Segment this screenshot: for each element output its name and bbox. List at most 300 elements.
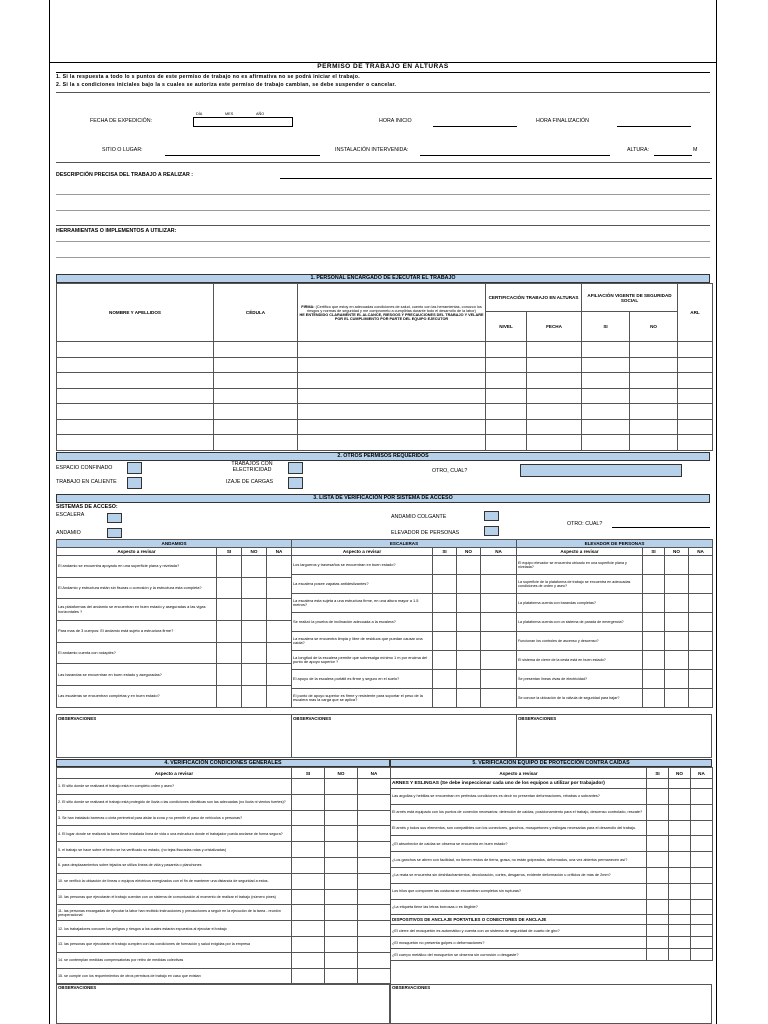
checklist-row — [292, 613, 517, 632]
no-header: NO — [669, 768, 691, 779]
altura-field[interactable] — [654, 155, 692, 156]
checklist-item-text: ¿El absorbedor de caídas se observa se encuentra en buen estado? — [391, 836, 647, 852]
check-cell[interactable] — [691, 925, 713, 937]
electricidad-checkbox[interactable] — [288, 462, 303, 474]
personal-cell[interactable] — [582, 404, 630, 420]
check-cell[interactable] — [267, 556, 292, 578]
andamio-checkbox[interactable] — [107, 528, 122, 538]
check-cell[interactable] — [325, 779, 358, 795]
check-cell[interactable] — [267, 664, 292, 686]
na-header: NA — [358, 768, 391, 779]
personal-cell[interactable] — [298, 357, 486, 373]
personal-cell[interactable] — [486, 404, 527, 420]
checklist-row — [391, 789, 713, 805]
check-cell[interactable] — [647, 937, 669, 949]
checklist-item-text: Las escaleras se encuentran completas y en buen estado? — [57, 686, 217, 708]
checklist-item-text: Las argollas y hebillas se encuentran en perfectas condiciones es decir no presentan deformaciones, rebabas o sobrantes? — [391, 789, 647, 805]
check-cell[interactable] — [481, 651, 517, 670]
otro-input[interactable] — [520, 464, 682, 477]
personal-cell[interactable] — [527, 388, 582, 404]
checklist-item-text: El sistema de cierre de la cesta está en buen estado? — [517, 651, 643, 670]
checklist-item-text: La escalera posee zapatas antideslizantes? — [292, 575, 433, 594]
herramientas-label: HERRAMIENTAS O IMPLEMENTOS A UTILIZAR: — [56, 228, 177, 234]
section-1-title: 1. PERSONAL ENCARGADO DE EJECUTAR EL TRABAJO — [56, 274, 710, 283]
check-cell[interactable] — [292, 936, 325, 952]
personal-cell[interactable] — [527, 404, 582, 420]
check-cell[interactable] — [669, 820, 691, 836]
espacio-checkbox[interactable] — [127, 462, 142, 474]
check-cell[interactable] — [325, 826, 358, 842]
personal-cell[interactable] — [630, 435, 678, 451]
check-cell[interactable] — [292, 968, 325, 984]
check-cell[interactable] — [669, 899, 691, 915]
check-cell[interactable] — [689, 594, 713, 613]
check-cell[interactable] — [457, 689, 481, 708]
check-cell[interactable] — [325, 857, 358, 873]
check-cell[interactable] — [669, 937, 691, 949]
check-cell[interactable] — [457, 632, 481, 651]
izaje-checkbox[interactable] — [288, 477, 303, 489]
check-cell[interactable] — [689, 651, 713, 670]
check-cell[interactable] — [292, 794, 325, 810]
personal-cell[interactable] — [630, 357, 678, 373]
personal-cell[interactable] — [486, 435, 527, 451]
personal-cell[interactable] — [214, 388, 298, 404]
personal-cell[interactable] — [527, 419, 582, 435]
elevador-header: ELEVADOR DE PERSONAS — [517, 540, 713, 548]
andamio-label: ANDAMIO — [56, 530, 81, 536]
personal-cell[interactable] — [214, 419, 298, 435]
check-cell[interactable] — [665, 556, 689, 575]
check-cell[interactable] — [242, 599, 267, 621]
otro-sistema-label: OTRO: CUAL? — [567, 521, 603, 527]
checklist-row — [517, 575, 713, 594]
check-cell[interactable] — [647, 949, 669, 961]
checklist-row — [292, 670, 517, 689]
check-cell[interactable] — [647, 852, 669, 868]
check-cell[interactable] — [669, 915, 691, 925]
personal-row — [57, 373, 713, 389]
personal-row — [57, 357, 713, 373]
check-cell[interactable] — [647, 883, 669, 899]
rule — [56, 241, 710, 242]
elevador-checkbox[interactable] — [484, 526, 499, 536]
sitio-field[interactable] — [165, 155, 320, 156]
checklist-row — [391, 937, 713, 949]
checklist-item-text: Los hilos que componen las costuras se encuentran completos sin rupturas? — [391, 883, 647, 899]
checklist-row — [57, 921, 391, 937]
check-cell[interactable] — [358, 905, 391, 921]
personal-cell[interactable] — [678, 373, 713, 389]
check-cell[interactable] — [433, 632, 457, 651]
check-cell[interactable] — [691, 899, 713, 915]
personal-cell[interactable] — [678, 342, 713, 358]
check-cell[interactable] — [481, 556, 517, 575]
check-cell[interactable] — [647, 867, 669, 883]
check-cell[interactable] — [358, 810, 391, 826]
check-cell[interactable] — [669, 949, 691, 961]
check-cell[interactable] — [669, 867, 691, 883]
check-cell[interactable] — [217, 642, 242, 664]
checklist-row — [292, 594, 517, 613]
check-cell[interactable] — [433, 613, 457, 632]
check-cell[interactable] — [242, 642, 267, 664]
check-cell[interactable] — [325, 936, 358, 952]
aspecto-header: Aspecto a revisar — [391, 768, 647, 779]
check-cell[interactable] — [665, 613, 689, 632]
col-firma — [298, 284, 486, 342]
check-cell[interactable] — [457, 575, 481, 594]
personal-cell[interactable] — [527, 435, 582, 451]
check-cell[interactable] — [325, 842, 358, 858]
check-cell[interactable] — [292, 779, 325, 795]
personal-cell[interactable] — [298, 388, 486, 404]
check-cell[interactable] — [292, 889, 325, 905]
check-cell[interactable] — [457, 556, 481, 575]
andamio-colgante-checkbox[interactable] — [484, 511, 499, 521]
check-cell[interactable] — [669, 804, 691, 820]
check-cell[interactable] — [358, 826, 391, 842]
check-cell[interactable] — [481, 575, 517, 594]
checklist-item-text: ¿La reata se encuentra sin deshilachamientos, decoloración, cortes, desgarros, evidente deformación u orificios de más de 2mm? — [391, 867, 647, 883]
check-cell[interactable] — [267, 599, 292, 621]
check-cell[interactable] — [481, 670, 517, 689]
check-cell[interactable] — [358, 921, 391, 937]
check-cell[interactable] — [691, 867, 713, 883]
check-cell[interactable] — [689, 689, 713, 708]
check-cell[interactable] — [358, 779, 391, 795]
check-cell[interactable] — [433, 689, 457, 708]
check-cell[interactable] — [643, 632, 665, 651]
personal-cell[interactable] — [214, 435, 298, 451]
check-cell[interactable] — [691, 937, 713, 949]
personal-cell[interactable] — [57, 342, 214, 358]
checklist-row — [57, 556, 292, 578]
divider — [56, 92, 710, 93]
otro-sistema-field[interactable] — [612, 527, 710, 528]
check-cell[interactable] — [665, 594, 689, 613]
personal-cell[interactable] — [582, 357, 630, 373]
personal-cell[interactable] — [678, 388, 713, 404]
check-cell[interactable] — [217, 577, 242, 599]
checklist-item-text: El equipo elevador se encuentra ubicado en una superficie plana y nivelada? — [517, 556, 643, 575]
check-cell[interactable] — [689, 670, 713, 689]
personal-cell[interactable] — [630, 419, 678, 435]
personal-cell[interactable] — [486, 342, 527, 358]
personal-row — [57, 388, 713, 404]
si-header: SI — [647, 768, 669, 779]
check-cell[interactable] — [691, 779, 713, 789]
fecha-input-box[interactable] — [193, 117, 293, 127]
check-cell[interactable] — [689, 556, 713, 575]
check-cell[interactable] — [481, 632, 517, 651]
check-cell[interactable] — [691, 820, 713, 836]
personal-cell[interactable] — [57, 435, 214, 451]
observaciones-4-box[interactable] — [56, 984, 390, 1024]
check-cell[interactable] — [665, 651, 689, 670]
check-cell[interactable] — [292, 905, 325, 921]
check-cell[interactable] — [358, 968, 391, 984]
check-cell[interactable] — [217, 599, 242, 621]
check-cell[interactable] — [691, 852, 713, 868]
check-cell[interactable] — [643, 689, 665, 708]
si-header: SI — [217, 548, 242, 556]
check-cell[interactable] — [358, 794, 391, 810]
check-cell[interactable] — [358, 842, 391, 858]
check-cell[interactable] — [267, 686, 292, 708]
personal-cell[interactable] — [527, 357, 582, 373]
checklist-row — [57, 968, 391, 984]
personal-cell[interactable] — [57, 404, 214, 420]
check-cell[interactable] — [325, 889, 358, 905]
check-cell[interactable] — [292, 857, 325, 873]
check-cell[interactable] — [691, 949, 713, 961]
check-cell[interactable] — [433, 594, 457, 613]
check-cell[interactable] — [292, 842, 325, 858]
check-cell[interactable] — [325, 921, 358, 937]
divider — [56, 162, 710, 163]
check-cell[interactable] — [689, 632, 713, 651]
personal-table — [56, 283, 713, 451]
check-cell[interactable] — [457, 670, 481, 689]
personal-cell[interactable] — [630, 342, 678, 358]
check-cell[interactable] — [358, 857, 391, 873]
check-cell[interactable] — [665, 670, 689, 689]
caliente-label: TRABAJO EN CALIENTE — [56, 479, 117, 485]
check-cell[interactable] — [433, 556, 457, 575]
personal-cell[interactable] — [486, 419, 527, 435]
check-cell[interactable] — [242, 664, 267, 686]
check-cell[interactable] — [643, 651, 665, 670]
check-cell[interactable] — [647, 789, 669, 805]
check-cell[interactable] — [242, 577, 267, 599]
personal-cell[interactable] — [214, 357, 298, 373]
check-cell[interactable] — [669, 925, 691, 937]
check-cell[interactable] — [643, 575, 665, 594]
check-cell[interactable] — [325, 968, 358, 984]
checklist-row — [292, 556, 517, 575]
checklist-item-text: El punto de apoyo superior es firme y resistente para soportar el peso de la escalera mas la carga que se aplica? — [292, 689, 433, 708]
check-cell[interactable] — [325, 873, 358, 889]
personal-cell[interactable] — [582, 388, 630, 404]
checklist-item-text: El andamio se encuentra apoyado en una superficie plana y nivelada? — [57, 556, 217, 578]
electricidad-label: TRABAJOS CON ELECTRICIDAD — [231, 461, 273, 473]
personal-cell[interactable] — [486, 357, 527, 373]
check-cell[interactable] — [647, 804, 669, 820]
personal-cell[interactable] — [298, 373, 486, 389]
check-cell[interactable] — [643, 556, 665, 575]
check-cell[interactable] — [457, 594, 481, 613]
check-cell[interactable] — [643, 613, 665, 632]
check-cell[interactable] — [325, 952, 358, 968]
check-cell[interactable] — [242, 621, 267, 643]
check-cell[interactable] — [267, 577, 292, 599]
personal-cell[interactable] — [678, 435, 713, 451]
check-cell[interactable] — [665, 689, 689, 708]
check-cell[interactable] — [647, 836, 669, 852]
rule — [56, 257, 710, 258]
instalacion-label: INSTALACIÓN INTERVENIDA: — [335, 147, 409, 153]
check-cell[interactable] — [481, 689, 517, 708]
personal-cell[interactable] — [630, 388, 678, 404]
personal-cell[interactable] — [214, 373, 298, 389]
check-cell[interactable] — [242, 686, 267, 708]
personal-cell[interactable] — [582, 435, 630, 451]
checklist-item-text: Funcionan los controles de ascenso y descenso? — [517, 632, 643, 651]
check-cell[interactable] — [691, 804, 713, 820]
escalera-label: ESCALERA — [56, 512, 85, 518]
altura-label: ALTURA: — [627, 147, 649, 153]
personal-cell[interactable] — [298, 419, 486, 435]
check-cell[interactable] — [292, 826, 325, 842]
dispositivos-header: DISPOSITIVOS DE ANCLAJE PORTATILES O CONECTORES DE ANCLAJE — [391, 915, 647, 925]
check-cell[interactable] — [217, 556, 242, 578]
checklist-row — [391, 883, 713, 899]
check-cell[interactable] — [457, 613, 481, 632]
check-cell[interactable] — [358, 873, 391, 889]
personal-rows — [57, 342, 713, 451]
descripcion-field[interactable] — [280, 178, 712, 179]
personal-cell[interactable] — [582, 342, 630, 358]
check-cell[interactable] — [433, 670, 457, 689]
check-cell[interactable] — [292, 810, 325, 826]
hora-inicio-field[interactable] — [433, 126, 517, 127]
personal-cell[interactable] — [582, 419, 630, 435]
check-cell[interactable] — [647, 779, 669, 789]
personal-cell[interactable] — [57, 388, 214, 404]
ano-label: AÑO — [256, 112, 265, 116]
check-cell[interactable] — [691, 836, 713, 852]
personal-cell[interactable] — [298, 435, 486, 451]
check-cell[interactable] — [325, 905, 358, 921]
check-cell[interactable] — [691, 915, 713, 925]
check-cell[interactable] — [647, 820, 669, 836]
check-cell[interactable] — [481, 613, 517, 632]
check-cell[interactable] — [433, 575, 457, 594]
personal-cell[interactable] — [486, 388, 527, 404]
checklist-item-text: 13. las personas que ejecutarán el trabajo cumplen con las condiciones de formación y salud exigidas por la empresa — [57, 936, 292, 952]
check-cell[interactable] — [669, 883, 691, 899]
altura-unit: M — [693, 147, 698, 153]
check-cell[interactable] — [669, 852, 691, 868]
personal-cell[interactable] — [678, 419, 713, 435]
check-cell[interactable] — [433, 651, 457, 670]
personal-cell[interactable] — [298, 404, 486, 420]
check-cell[interactable] — [665, 575, 689, 594]
personal-cell[interactable] — [57, 357, 214, 373]
check-cell[interactable] — [292, 921, 325, 937]
checklist-row — [57, 794, 391, 810]
instalacion-field[interactable] — [420, 155, 610, 156]
personal-cell[interactable] — [630, 373, 678, 389]
check-cell[interactable] — [481, 594, 517, 613]
observaciones-elevador: OBSERVACIONES — [518, 716, 557, 721]
checklist-item-text: 14. se contemplan medidas compensatorias por retiro de medidas colectivas — [57, 952, 292, 968]
na-header: NA — [689, 548, 713, 556]
check-cell[interactable] — [358, 952, 391, 968]
checklist-row — [391, 852, 713, 868]
check-cell[interactable] — [217, 621, 242, 643]
col-arl: ARL — [678, 284, 713, 342]
no-header: NO — [457, 548, 481, 556]
personal-cell[interactable] — [527, 342, 582, 358]
checklist-item-text: 15. se cumple con los requerimientos de otros permisos de trabajo en caso que existan — [57, 968, 292, 984]
check-cell[interactable] — [292, 873, 325, 889]
check-cell[interactable] — [643, 670, 665, 689]
mes-label: MES — [225, 112, 234, 116]
otro-label: OTRO, CUAL? — [432, 468, 468, 474]
check-cell[interactable] — [267, 621, 292, 643]
personal-row — [57, 435, 713, 451]
check-cell[interactable] — [669, 836, 691, 852]
na-header: NA — [267, 548, 292, 556]
check-cell[interactable] — [325, 794, 358, 810]
hora-inicio-label: HORA INICIO — [379, 118, 412, 124]
personal-cell[interactable] — [214, 342, 298, 358]
check-cell[interactable] — [358, 889, 391, 905]
check-cell[interactable] — [691, 883, 713, 899]
check-cell[interactable] — [457, 651, 481, 670]
observaciones-andamios: OBSERVACIONES — [58, 716, 97, 721]
check-cell[interactable] — [358, 936, 391, 952]
check-cell[interactable] — [217, 664, 242, 686]
check-cell[interactable] — [242, 556, 267, 578]
no-header: NO — [242, 548, 267, 556]
checklist-row — [292, 575, 517, 594]
check-cell[interactable] — [689, 575, 713, 594]
personal-cell[interactable] — [214, 404, 298, 420]
personal-cell[interactable] — [57, 419, 214, 435]
andamio-colgante-label: ANDAMIO COLGANTE — [391, 514, 447, 520]
check-cell[interactable] — [217, 686, 242, 708]
elevador-label: ELEVADOR DE PERSONAS — [391, 530, 460, 536]
caliente-checkbox[interactable] — [127, 477, 142, 489]
check-cell[interactable] — [647, 925, 669, 937]
personal-cell[interactable] — [678, 404, 713, 420]
check-cell[interactable] — [689, 613, 713, 632]
check-cell[interactable] — [691, 789, 713, 805]
checklist-item-text: 10. se verificó la ubicación de líneas o equipos eléctricos energizados con el fin de mantener una distancia de seguridad a estos. — [57, 873, 292, 889]
check-cell[interactable] — [647, 899, 669, 915]
hora-fin-field[interactable] — [617, 126, 691, 127]
personal-cell[interactable] — [582, 373, 630, 389]
personal-cell[interactable] — [527, 373, 582, 389]
check-cell[interactable] — [325, 810, 358, 826]
escalera-checkbox[interactable] — [107, 513, 122, 523]
escaleras-header: ESCALERAS — [292, 540, 517, 548]
checklist-row — [517, 632, 713, 651]
personal-cell[interactable] — [486, 373, 527, 389]
check-cell[interactable] — [647, 915, 669, 925]
no-header: NO — [665, 548, 689, 556]
personal-cell[interactable] — [630, 404, 678, 420]
check-cell[interactable] — [292, 952, 325, 968]
check-cell[interactable] — [669, 789, 691, 805]
firma-text: (Certifico que estoy en adecuadas condiciones de salud, cuento con las herramientas, conozco los riesgos y normas de seguridad y me comprometo a cumplirlas durante todo el desarrollo de la labor) — [307, 304, 482, 313]
personal-cell[interactable] — [57, 373, 214, 389]
check-cell[interactable] — [267, 642, 292, 664]
check-cell[interactable] — [669, 779, 691, 789]
personal-cell[interactable] — [298, 342, 486, 358]
check-cell[interactable] — [665, 632, 689, 651]
col-afil: AFILIACIÓN VIGENTE DE SEGURIDAD SOCIAL — [582, 284, 678, 312]
sitio-label: SITIO O LUGAR: — [102, 147, 143, 153]
check-cell[interactable] — [643, 594, 665, 613]
checklist-row — [391, 899, 713, 915]
observaciones-5-box[interactable] — [390, 984, 712, 1024]
personal-cell[interactable] — [678, 357, 713, 373]
observaciones-3-box[interactable] — [56, 714, 712, 758]
